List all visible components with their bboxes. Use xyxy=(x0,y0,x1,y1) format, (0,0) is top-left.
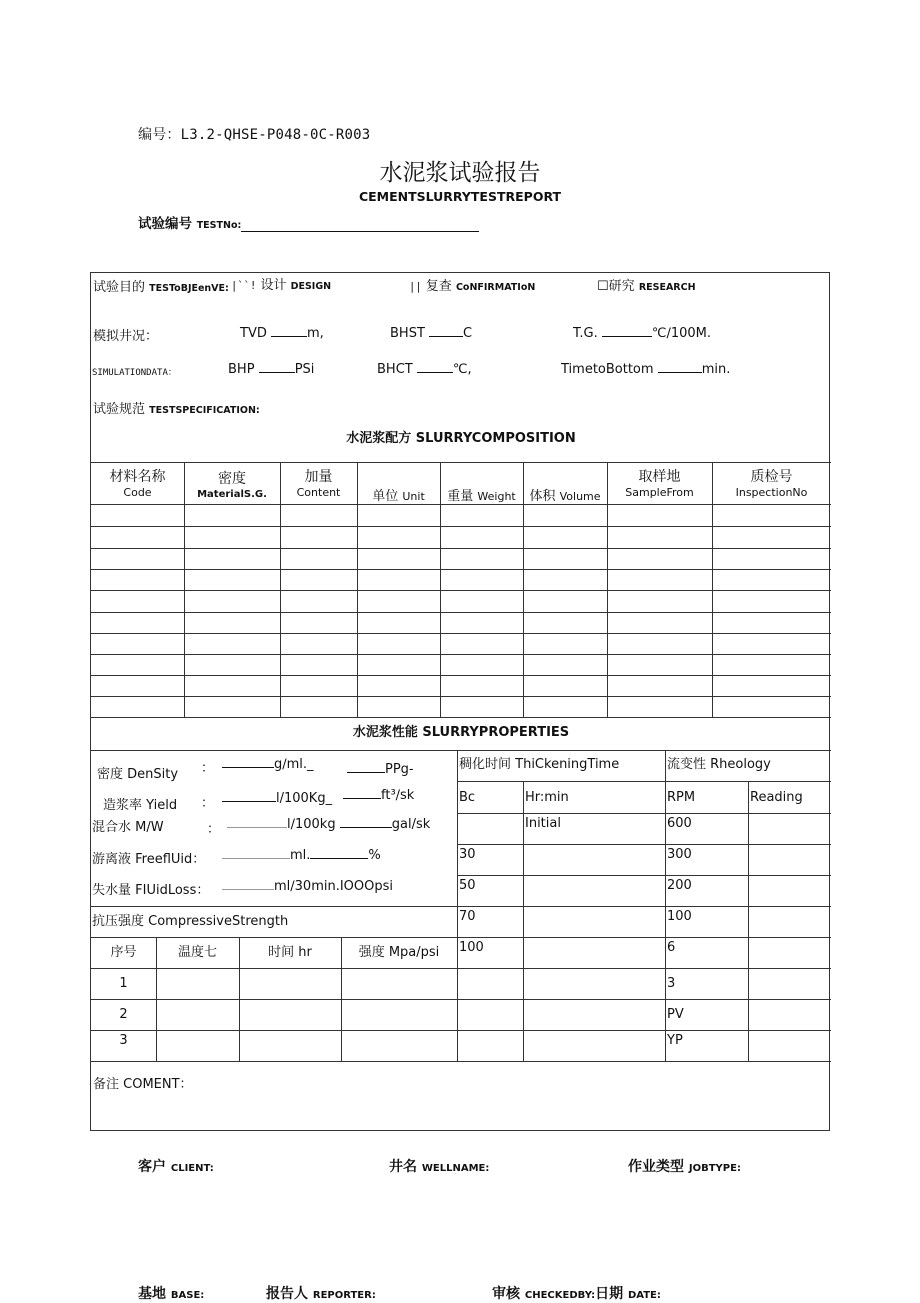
thickening-header-hrmin: Hr:min xyxy=(525,790,569,805)
date-label-cn: 日期 xyxy=(595,1286,624,1302)
divider xyxy=(457,813,831,814)
divider xyxy=(91,633,831,634)
bhp-blank[interactable] xyxy=(259,362,295,373)
divider xyxy=(91,906,831,907)
rheology-rpm-value: 200 xyxy=(667,878,692,893)
col-header-content xyxy=(280,469,357,500)
divider xyxy=(457,844,831,845)
composition-title: 水泥浆配方 SLURRYCOMPOSITION xyxy=(346,431,576,446)
divider xyxy=(91,612,831,613)
test-number-line[interactable] xyxy=(241,218,479,232)
col-header-sample-from-en: SampleFrom xyxy=(625,486,694,499)
cs-row-no: 3 xyxy=(119,1033,128,1048)
mix-water-galsk-blank[interactable] xyxy=(340,817,392,828)
divider xyxy=(91,1030,831,1031)
checked-by-label-cn: 审核 xyxy=(492,1286,520,1302)
tvd-blank[interactable] xyxy=(271,326,307,337)
divider xyxy=(665,750,666,1061)
free-fluid-field[interactable] xyxy=(222,848,381,863)
divider xyxy=(457,750,458,1061)
objective-label-en: TESToBJEenVE: xyxy=(149,283,229,294)
simulation-label-cn: 模拟井况： xyxy=(93,329,159,344)
reporter-label-cn: 报告人 xyxy=(266,1286,308,1302)
report-title: 水泥浆试验报告 xyxy=(379,160,541,186)
remarks-label: 备注 COMENT： xyxy=(93,1077,193,1092)
yield-label: 造浆率 Yield xyxy=(103,798,178,813)
fluid-loss-label: 失水量 FIUidLoss： xyxy=(92,883,210,898)
col-header-density-en: MaterialS.G. xyxy=(197,489,267,500)
divider xyxy=(280,462,281,717)
cs-header-no: 序号 xyxy=(110,945,137,960)
divider xyxy=(91,654,831,655)
bhp-unit: PSi xyxy=(294,362,315,377)
density-unit-gml: g∕ml._ xyxy=(274,757,314,772)
divider xyxy=(91,696,831,697)
tvd-unit: m, xyxy=(307,326,324,341)
date-label-en: DATE: xyxy=(627,1290,661,1301)
col-header-unit-en: Unit xyxy=(402,490,425,503)
divider xyxy=(91,590,831,591)
base-label-cn: 基地 xyxy=(138,1286,166,1302)
objective-row xyxy=(93,276,229,295)
rheology-pv: PV xyxy=(667,1007,684,1022)
col-header-sample-from-cn: 取样地 xyxy=(638,469,681,485)
client-label-en: CLIENT: xyxy=(170,1163,214,1174)
mix-water-field[interactable] xyxy=(227,817,430,832)
density-colon: ： xyxy=(201,761,215,776)
mix-water-unit-l100kg: l∕100kg xyxy=(287,817,336,832)
compressive-strength-label: 抗压强度 CompressiveStrength xyxy=(92,914,289,929)
yield-l100kg-blank[interactable] xyxy=(222,791,276,802)
rheology-rpm-value: 3 xyxy=(667,976,676,991)
spec-label-en: TESTSPECIFICATION: xyxy=(149,405,260,416)
test-number-field[interactable] xyxy=(138,212,479,232)
design-label-cn: 设计 xyxy=(260,278,287,293)
fluid-loss-unit: ml∕30min.IOOOpsi xyxy=(274,879,394,894)
design-label-en: DESIGN xyxy=(290,281,332,292)
fluid-loss-blank[interactable] xyxy=(222,879,274,890)
cs-header-strength: 强度 Mpa/psi xyxy=(358,945,440,960)
research-option[interactable] xyxy=(597,275,696,294)
col-header-code-cn: 材料名称 xyxy=(109,469,166,485)
bhst-blank[interactable] xyxy=(429,326,463,337)
divider xyxy=(91,968,831,969)
cs-header-temp: 温度七 xyxy=(177,945,217,960)
divider xyxy=(91,937,831,938)
bhp-label: BHP xyxy=(228,362,255,377)
job-type-label-en: JOBTYPE: xyxy=(688,1163,741,1174)
tvd-field[interactable] xyxy=(240,326,324,341)
spec-label-cn: 试验规范 xyxy=(93,402,146,417)
report-table xyxy=(90,272,830,1131)
cs-row-no: 1 xyxy=(119,976,128,991)
well-name-label-cn: 井名 xyxy=(389,1159,417,1175)
checked-by-label-en: CHECKEDBY: xyxy=(524,1290,596,1301)
density-field-gml[interactable] xyxy=(222,757,314,772)
col-header-code xyxy=(91,469,184,500)
time-to-bottom-label: TimetoBottom xyxy=(561,362,654,377)
col-header-code-en: Code xyxy=(123,486,152,499)
rheology-header-reading: Reading xyxy=(750,790,803,805)
free-fluid-pct-blank[interactable] xyxy=(310,848,368,859)
col-header-unit-cn: 单位 xyxy=(372,489,399,504)
yield-colon: ： xyxy=(201,796,215,811)
divider xyxy=(91,999,831,1000)
divider xyxy=(91,1061,831,1062)
test-number-label-en: TESTNo: xyxy=(196,220,242,231)
job-type-field[interactable] xyxy=(628,1156,741,1176)
rheology-header-rpm: RPM xyxy=(667,790,696,805)
design-checkbox[interactable]: |``! xyxy=(231,280,257,292)
density-field-ppg[interactable] xyxy=(347,762,414,777)
client-label-cn: 客户 xyxy=(138,1159,166,1175)
divider xyxy=(91,675,831,676)
free-fluid-unit-ml: ml. xyxy=(290,848,311,863)
test-specification-field[interactable] xyxy=(93,398,260,417)
col-header-content-cn: 加量 xyxy=(304,469,333,485)
confirmation-label-cn: 复查 xyxy=(425,279,452,294)
density-label: 密度 DenSity xyxy=(97,767,179,782)
mix-water-l100kg-blank[interactable] xyxy=(227,817,287,828)
tg-field[interactable] xyxy=(573,326,711,341)
thickening-bc-value: 70 xyxy=(459,909,476,924)
divider xyxy=(748,781,749,1061)
base-field[interactable] xyxy=(138,1283,204,1303)
thickening-bc-value: 100 xyxy=(459,940,484,955)
tg-blank[interactable] xyxy=(602,326,652,337)
divider xyxy=(91,548,831,549)
divider xyxy=(91,717,831,718)
cs-row-no: 2 xyxy=(119,1007,128,1022)
tvd-label: TVD xyxy=(240,326,267,341)
tg-unit: ℃∕100M. xyxy=(651,326,712,341)
properties-title: 水泥浆性能 SLURRYPROPERTIES xyxy=(352,725,570,740)
col-header-density xyxy=(184,471,280,502)
yield-field-l100kg[interactable] xyxy=(222,791,332,806)
rheology-title: 流变性 Rheology xyxy=(667,757,771,772)
bhct-label: BHCT xyxy=(377,362,413,377)
col-header-weight-cn: 重量 xyxy=(447,489,474,504)
remarks-field[interactable] xyxy=(211,1068,821,1123)
time-to-bottom-unit: min. xyxy=(701,362,731,377)
test-number-label-cn: 试验编号 xyxy=(138,216,192,232)
confirmation-checkbox[interactable]: || xyxy=(409,281,422,293)
col-header-weight-en: Weight xyxy=(477,490,516,503)
divider xyxy=(607,462,608,717)
time-to-bottom-field[interactable] xyxy=(561,362,730,377)
time-to-bottom-blank[interactable] xyxy=(658,362,702,373)
reporter-field[interactable] xyxy=(266,1283,376,1303)
thickening-bc-value: 50 xyxy=(459,878,476,893)
divider xyxy=(457,781,831,782)
rheology-rpm-value: 6 xyxy=(667,940,676,955)
rheology-rpm-value: 600 xyxy=(667,816,692,831)
yield-unit-ft3sk: ft³∕sk xyxy=(381,788,415,803)
bhst-field[interactable] xyxy=(390,326,472,341)
divider xyxy=(523,781,524,1061)
research-label-en: RESEARCH xyxy=(638,282,696,293)
bhct-unit: ℃, xyxy=(452,362,472,377)
bhst-label: BHST xyxy=(390,326,425,341)
fluid-loss-field[interactable] xyxy=(222,879,393,894)
design-option[interactable] xyxy=(231,274,331,293)
base-label-en: BASE: xyxy=(170,1290,205,1301)
mix-water-colon: ： xyxy=(207,822,221,837)
yield-field-ft3sk[interactable] xyxy=(343,788,414,803)
divider xyxy=(91,750,831,751)
col-header-inspection-no-en: InspectionNo xyxy=(735,486,808,499)
col-header-unit xyxy=(357,488,440,505)
divider xyxy=(91,526,831,527)
research-label-cn: 研究 xyxy=(608,279,635,294)
divider xyxy=(712,462,713,717)
col-header-volume-cn: 体积 xyxy=(529,489,556,504)
checked-by-field[interactable] xyxy=(492,1283,661,1303)
free-fluid-unit-pct: % xyxy=(368,848,381,863)
col-header-volume-en: Volume xyxy=(559,490,601,503)
col-header-weight xyxy=(440,488,523,505)
objective-label-cn: 试验目的 xyxy=(93,280,146,295)
confirmation-option[interactable] xyxy=(409,275,535,294)
reporter-label-en: REPORTER: xyxy=(312,1290,376,1301)
rheology-rpm-value: 300 xyxy=(667,847,692,862)
divider xyxy=(91,462,831,463)
rheology-yp: YP xyxy=(667,1033,683,1048)
bhct-field[interactable] xyxy=(377,362,472,377)
cs-header-time: 时间 hr xyxy=(268,945,312,960)
thickening-time-title: 稠化时间 ThiCkeningTime xyxy=(459,757,620,772)
client-field[interactable] xyxy=(138,1156,214,1176)
yield-unit-l100kg: l/100Kg_ xyxy=(276,791,333,806)
document-serial: 编号：L3.2-QHSE-P048-0C-R003 xyxy=(138,127,371,143)
research-checkbox[interactable]: ☐ xyxy=(597,279,609,294)
report-subtitle: CEMENTSLURRYTESTREPORT xyxy=(358,189,562,204)
thickening-header-bc: Bc xyxy=(459,790,476,805)
mix-water-label: 混合水 M/W xyxy=(92,820,164,835)
density-ppg-blank[interactable] xyxy=(347,762,385,773)
simulation-label-en: SIMULATIONDATA： xyxy=(92,368,177,378)
bhp-field[interactable] xyxy=(228,362,314,377)
confirmation-label-en: CoNFIRMATIoN xyxy=(455,282,536,293)
yield-ft3sk-blank[interactable] xyxy=(343,788,381,799)
free-fluid-label: 游离液 FreeflUid： xyxy=(92,852,206,867)
col-header-inspection-no xyxy=(712,469,831,500)
bhst-unit: C xyxy=(463,326,473,341)
col-header-sample-from xyxy=(607,469,712,500)
free-fluid-ml-blank[interactable] xyxy=(222,848,290,859)
divider xyxy=(91,569,831,570)
well-name-field[interactable] xyxy=(389,1156,489,1176)
col-header-density-cn: 密度 xyxy=(218,471,246,487)
col-header-content-en: Content xyxy=(296,486,341,499)
job-type-label-cn: 作业类型 xyxy=(628,1159,684,1175)
col-header-volume xyxy=(523,488,607,505)
tg-label: T.G. xyxy=(573,326,598,341)
col-header-inspection-no-cn: 质检号 xyxy=(750,469,793,485)
density-unit-ppg: PPg- xyxy=(385,762,414,777)
thickening-bc-value: 30 xyxy=(459,847,476,862)
density-gml-blank[interactable] xyxy=(222,757,274,768)
thickening-initial: Initial xyxy=(525,816,561,831)
bhct-blank[interactable] xyxy=(417,362,453,373)
mix-water-unit-galsk: gal/sk xyxy=(391,817,431,832)
divider xyxy=(457,875,831,876)
well-name-label-en: WELLNAME: xyxy=(421,1163,490,1174)
rheology-rpm-value: 100 xyxy=(667,909,692,924)
